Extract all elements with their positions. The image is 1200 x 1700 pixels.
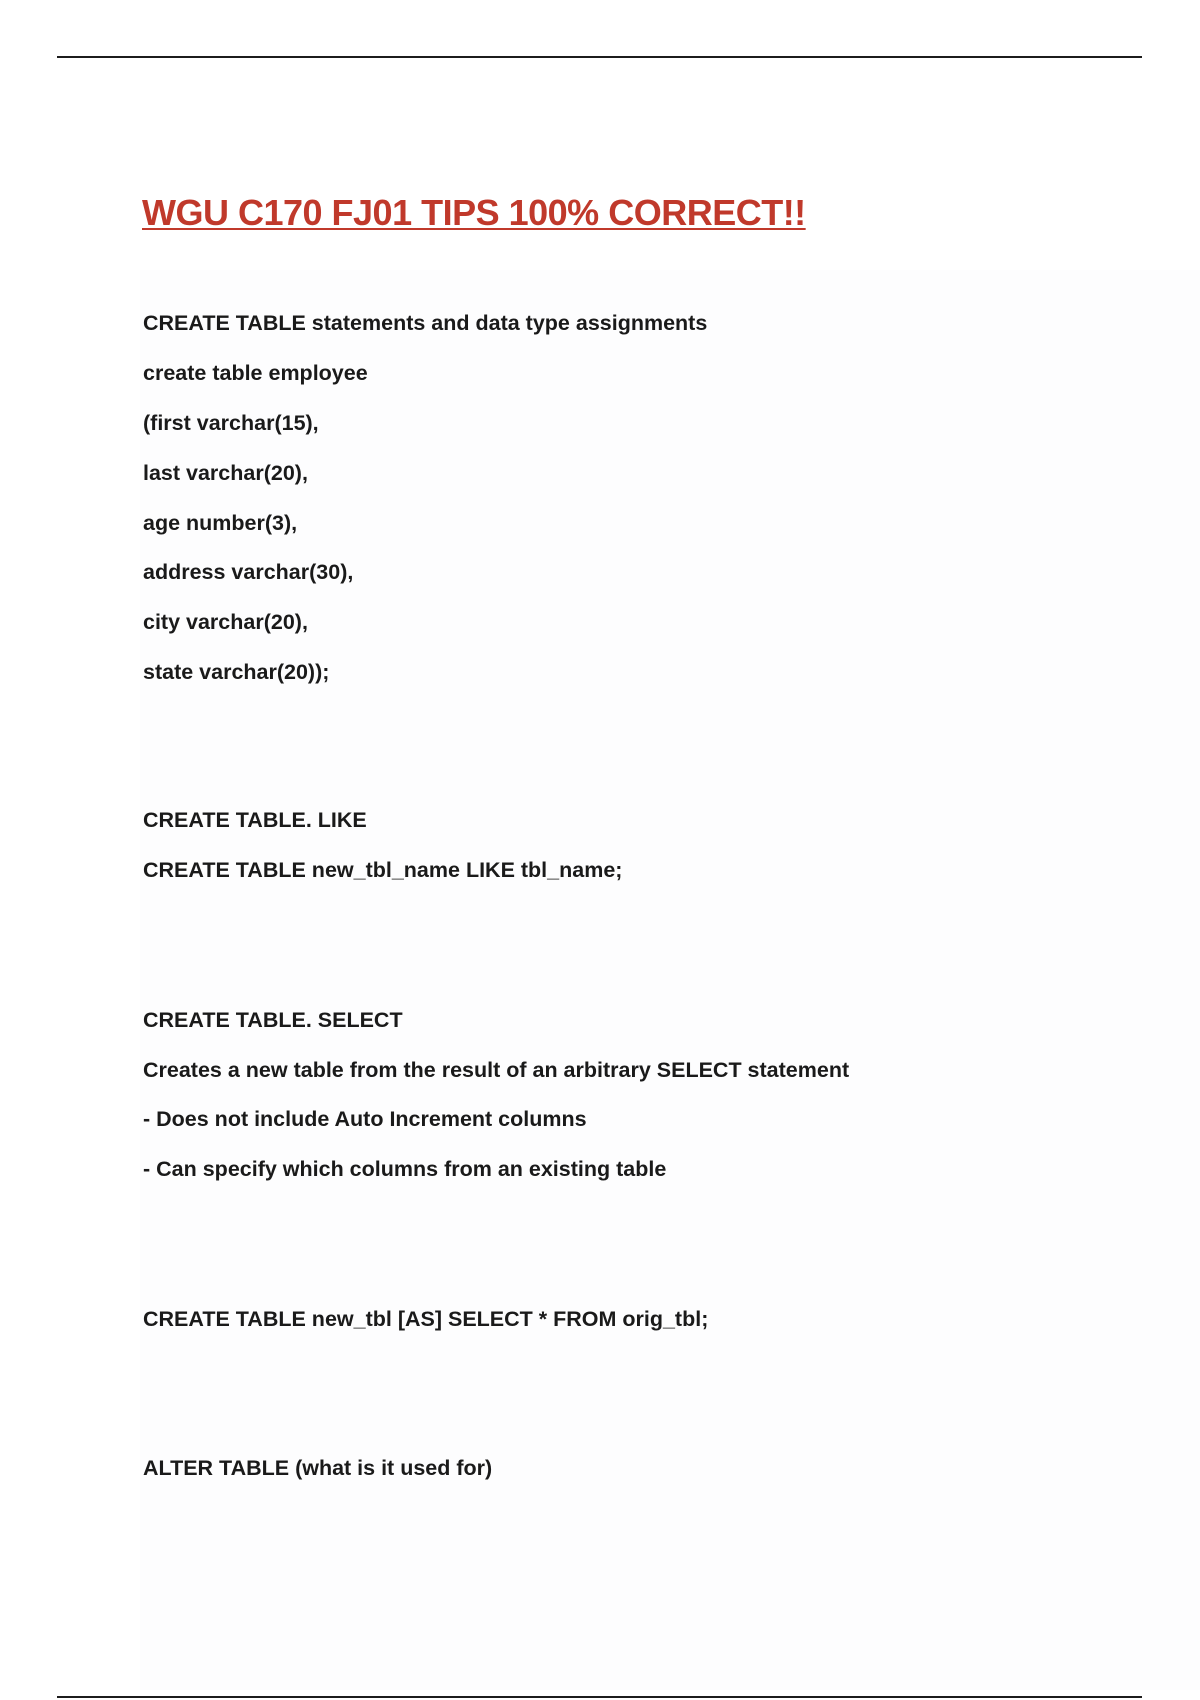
text-line: CREATE TABLE statements and data type assignments <box>143 311 708 335</box>
header-rule <box>57 56 1142 58</box>
text-line: city varchar(20), <box>143 610 308 634</box>
text-line: age number(3), <box>143 511 298 535</box>
document-title: WGU C170 FJ01 TIPS 100% CORRECT!! <box>142 192 806 233</box>
text-line: - Does not include Auto Increment columns <box>143 1107 587 1131</box>
footer-rule <box>57 1696 1142 1698</box>
text-line: state varchar(20)); <box>143 660 330 684</box>
text-line: (first varchar(15), <box>143 411 319 435</box>
text-line: address varchar(30), <box>143 560 354 584</box>
text-line: create table employee <box>143 361 368 385</box>
text-line: CREATE TABLE new_tbl [AS] SELECT * FROM orig_tbl; <box>143 1307 709 1331</box>
section-heading: CREATE TABLE. LIKE <box>143 808 367 832</box>
text-line: CREATE TABLE new_tbl_name LIKE tbl_name; <box>143 858 623 882</box>
text-line: - Can specify which columns from an existing table <box>143 1157 667 1181</box>
text-line: Creates a new table from the result of an arbitrary SELECT statement <box>143 1058 850 1082</box>
text-line: last varchar(20), <box>143 461 308 485</box>
section-heading: ALTER TABLE (what is it used for) <box>143 1456 493 1480</box>
section-heading: CREATE TABLE. SELECT <box>143 1008 403 1032</box>
